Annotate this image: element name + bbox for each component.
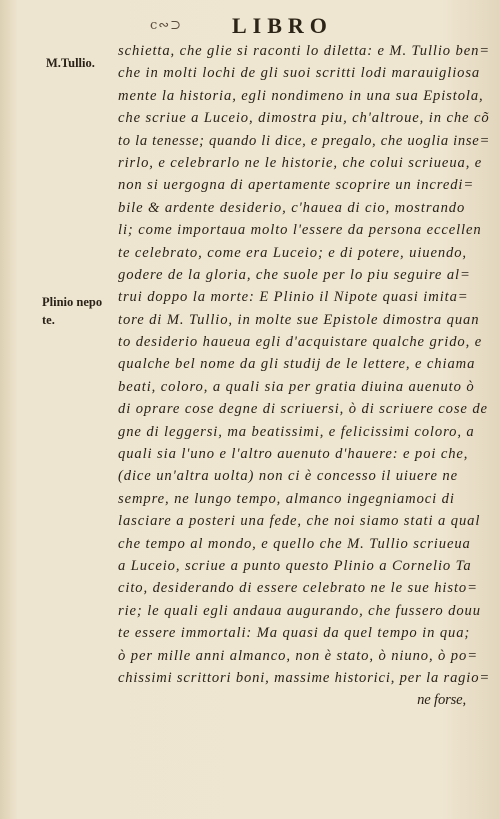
text-line-catchword: ne forse, [417,692,466,709]
text-line: (dice un'altra uolta) non ci è concesso il uiuere ne [118,468,458,485]
text-line: non si uergogna di apertamente scoprire un incredi= [118,177,475,194]
text-line: che scriue a Luceio, dimostra piu, ch'altroue, in che cõ [118,110,490,127]
margin-note-tullio: M.Tullio. [46,56,95,70]
text-line: tore di M. Tullio, in molte sue Epistole dimostra quan [118,311,480,328]
text-line: li; come importaua molto l'essere da persona eccellen [118,222,482,239]
margin-note-plinio-line-1: Plinio nepo [42,295,103,309]
page-header [0,12,500,40]
text-line: qualche bel nome da gli studij de le lettere, e chiama [118,356,476,373]
text-line: to la tenesse; quando li dice, e pregalo, che uoglia inse= [118,132,490,149]
text-line: mente la historia, egli nondimeno in una sua Epistola, [118,87,484,104]
text-line: chissimi scrittori boni, massime historici, per la ragio= [118,669,490,686]
text-line: che tempo al mondo, e quello che M. Tullio scriueua [118,535,471,552]
text-line: quali sia l'uno e l'altro auenuto d'hauere: e poi che, [118,446,469,463]
text-line: di oprare cose degne di scriuersi, ò di scriuere cose de [118,401,488,418]
text-line: cito, desiderando di essere celebrato ne le sue histo= [118,580,478,597]
text-line: ò per mille anni almanco, non è stato, ò niuno, ò po= [118,647,478,664]
margin-note-plinio [42,293,120,329]
text-line: schietta, che glie si raconti lo diletta: e M. Tullio ben= [118,43,490,59]
text-line: te essere immortali: Ma quasi da quel tempo in qua; [118,625,471,642]
text-line: godere de la gloria, che suole per lo piu seguire al= [118,266,471,283]
text-line: a Luceio, scriue a punto questo Plinio a Cornelio Ta [118,557,472,574]
text-line: bile & ardente desiderio, c'hauea di cio, mostrando [118,199,466,216]
text-line: sempre, ne lungo tempo, almanco ingegniamoci di [118,490,455,507]
running-head: LIBRO [232,13,333,38]
text-line: lasciare a posteri una fede, che noi siamo stati a qual [118,513,481,530]
text-line: te celebrato, come era Luceio; e di potere, uiuendo, [118,244,467,261]
text-line: che in molti lochi de gli suoi scritti lodi marauigliosa [118,65,481,82]
text-line: rie; le quali egli andaua augurando, che fussero douu [118,602,481,619]
text-line: to desiderio haueua egli d'acquistare qualche grido, e [118,334,483,351]
header-ornament: c∾⊃ [150,18,183,33]
margin-note-plinio-line-2: te. [42,313,55,327]
body-text [118,40,490,712]
text-line: gne di leggersi, ma beatissimi, e felicissimi coloro, a [118,423,475,440]
text-line: beati, coloro, a quali sia per gratia diuina auenuto ò [118,378,475,395]
text-line: rirlo, e celebrarlo ne le historie, che colui scriueua, e [118,154,483,171]
text-line: trui doppo la morte: E Plinio il Nipote quasi imita= [118,289,469,306]
